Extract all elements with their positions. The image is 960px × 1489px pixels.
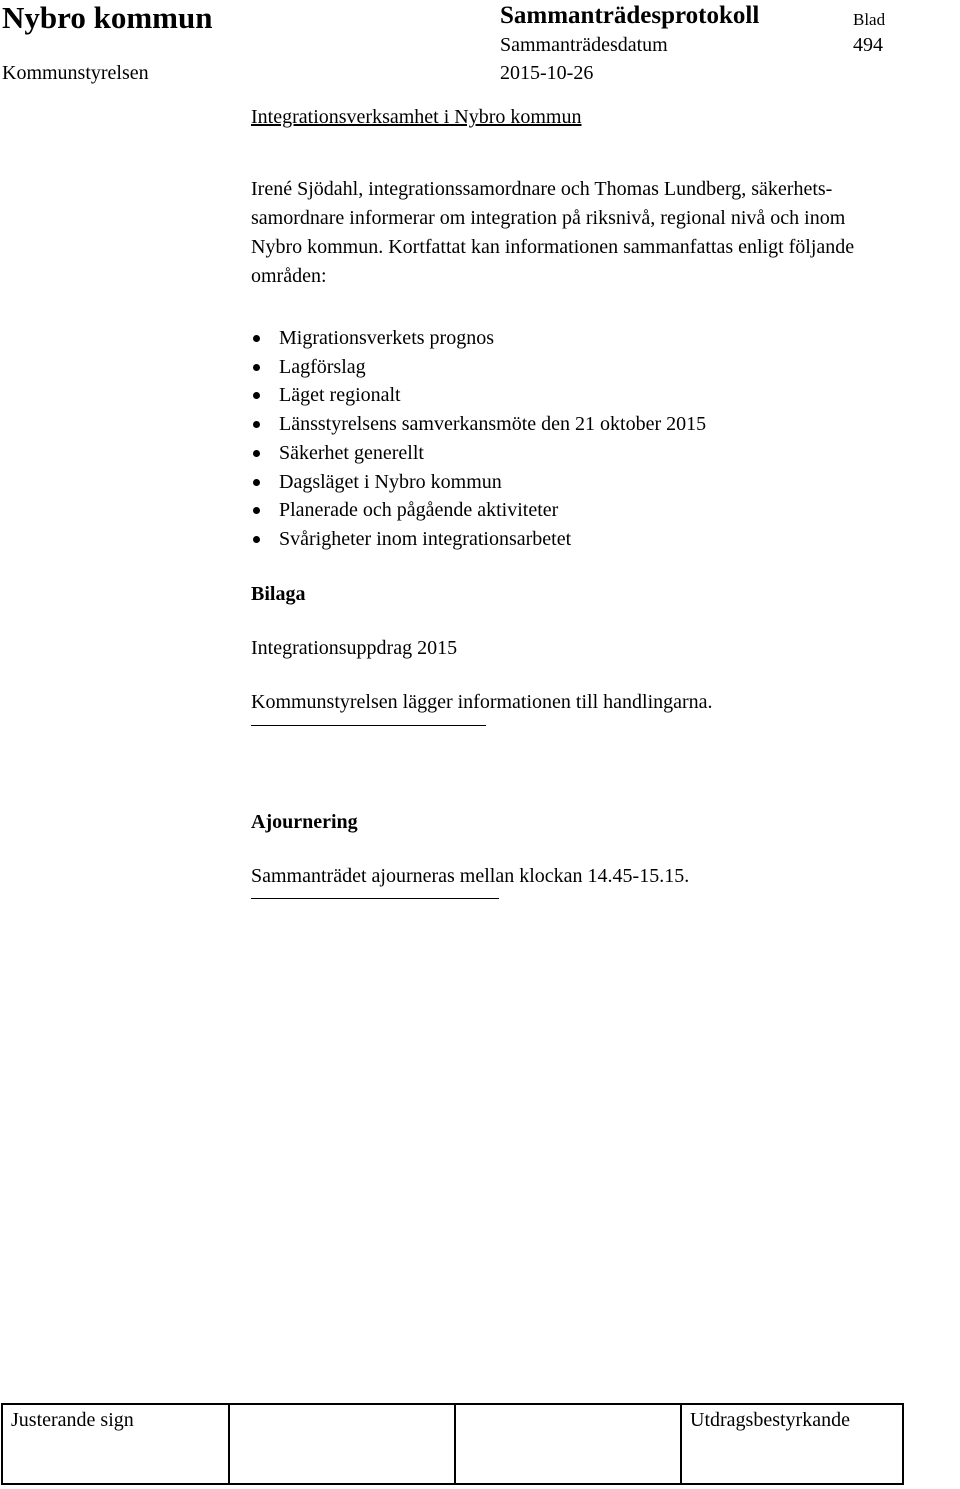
organization-name: Nybro kommun bbox=[2, 0, 213, 35]
item-title: Ajournering bbox=[251, 810, 358, 833]
page-number: 494 bbox=[853, 34, 883, 56]
list-item: Lagförslag bbox=[251, 353, 960, 382]
signature-box-justerande bbox=[3, 1405, 230, 1483]
list-item: Dagsläget i Nybro kommun bbox=[251, 468, 960, 497]
intro-paragraph bbox=[251, 175, 960, 291]
intro-line: samordnare informerar om integration på riksnivå, regional nivå och inom bbox=[251, 207, 846, 229]
document-type: Sammanträdesprotokoll bbox=[500, 2, 760, 29]
justerande-sign-label: Justerande sign bbox=[11, 1409, 134, 1431]
attachment-title: Integrationsuppdrag 2015 bbox=[251, 636, 458, 659]
protocol-body bbox=[251, 103, 960, 899]
list-item: Svårigheter inom integrationsarbetet bbox=[251, 525, 960, 554]
meeting-date: 2015-10-26 bbox=[500, 62, 594, 84]
intro-line: Irené Sjödahl, integrationssamordnare och Thomas Lundberg, säkerhets- bbox=[251, 178, 833, 200]
list-item: Länsstyrelsens samverkansmöte den 21 oktober 2015 bbox=[251, 410, 960, 439]
signature-box-utdrag bbox=[682, 1405, 902, 1483]
item-title: Integrationsverksamhet i Nybro kommun bbox=[251, 106, 582, 128]
list-item: Läget regionalt bbox=[251, 381, 960, 410]
signature-box bbox=[456, 1405, 682, 1483]
intro-line: Nybro kommun. Kortfattat kan informationen sammanfattas enligt följande bbox=[251, 236, 855, 258]
attachment-heading: Bilaga bbox=[251, 582, 306, 605]
list-item: Migrationsverkets prognos bbox=[251, 324, 960, 353]
utdragsbestyrkande-label: Utdragsbestyrkande bbox=[690, 1409, 850, 1431]
meeting-date-label: Sammanträdesdatum bbox=[500, 34, 668, 56]
section-divider bbox=[251, 898, 499, 899]
signature-footer bbox=[1, 1403, 904, 1485]
decision-text: Kommunstyrelsen lägger informationen till handlingarna. bbox=[251, 690, 713, 713]
page-label: Blad bbox=[853, 10, 886, 29]
list-item: Säkerhet generellt bbox=[251, 439, 960, 468]
list-item: Planerade och pågående aktiviteter bbox=[251, 496, 960, 525]
committee-name: Kommunstyrelsen bbox=[2, 62, 149, 84]
signature-box bbox=[230, 1405, 456, 1483]
adjournment-text: Sammanträdet ajourneras mellan klockan 14.45-15.15. bbox=[251, 864, 690, 887]
intro-line: områden: bbox=[251, 265, 327, 287]
topic-list bbox=[251, 324, 960, 554]
